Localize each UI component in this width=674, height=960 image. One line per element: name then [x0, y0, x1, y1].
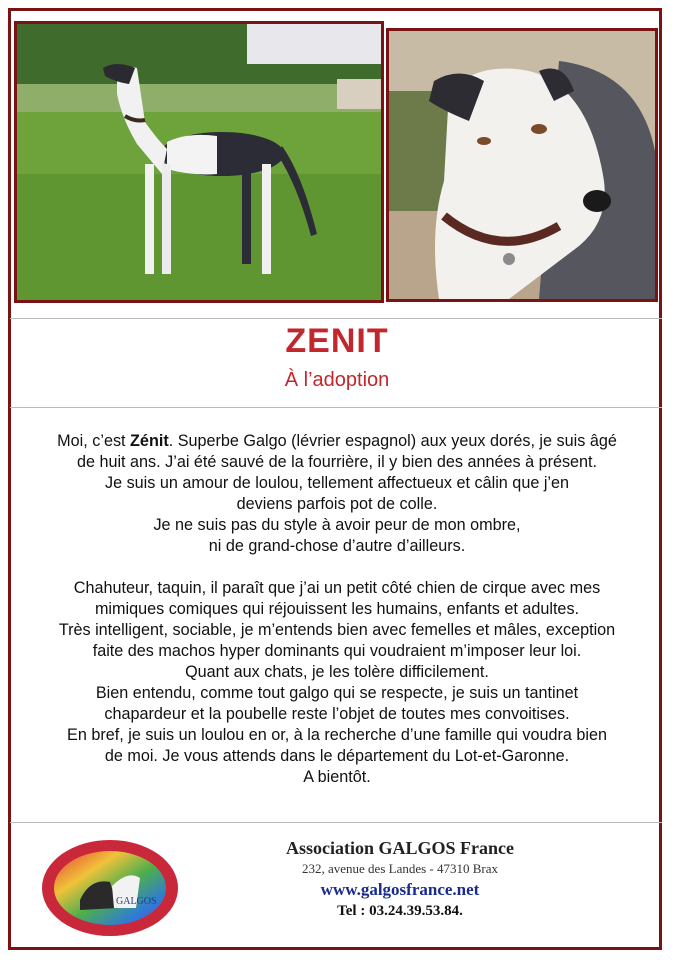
dog-portrait-photo — [386, 28, 658, 302]
dog-standing-photo — [14, 21, 384, 303]
story-line: En bref, je suis un loulou en or, à la recherche d’une famille qui voudra bien — [67, 726, 607, 744]
dog-name-bold: Zénit — [130, 432, 169, 450]
story-line: deviens parfois pot de colle. — [236, 495, 438, 513]
story-line: Je ne suis pas du style à avoir peur de mon ombre, — [153, 516, 521, 534]
adoption-subtitle: À l’adoption — [284, 369, 390, 391]
story-line: chapardeur et la poubelle reste l’objet de toutes mes convoitises. — [104, 705, 570, 723]
divider-bottom — [10, 822, 662, 823]
association-name: Association GALGOS France — [286, 838, 514, 858]
divider-top — [10, 318, 662, 319]
story-paragraph-2 — [20, 578, 654, 788]
story-line: ni de grand-chose d’autre d’ailleurs. — [208, 537, 466, 555]
story-line: Bien entendu, comme tout galgo qui se respecte, je suis un tantinet — [95, 684, 579, 702]
story-line: mimiques comiques qui réjouissent les humains, enfants et adultes. — [94, 600, 580, 618]
association-address: 232, avenue des Landes - 47310 Brax — [301, 861, 499, 876]
story-paragraph-1 — [20, 431, 654, 557]
story-line: A bientôt. — [303, 768, 371, 786]
association-website-link[interactable]: www.galgosfrance.net — [320, 880, 480, 899]
story-line: Très intelligent, sociable, je m’entends bien avec femelles et mâles, exception — [58, 621, 616, 639]
association-logo — [40, 838, 180, 938]
dog-name-title: ZENIT — [285, 322, 389, 360]
story-line: Je suis un amour de loulou, tellement affectueux et câlin que j’en — [104, 474, 570, 492]
story-line: Moi, c’est Zénit. Superbe Galgo (lévrier espagnol) aux yeux dorés, je suis âgé — [57, 432, 617, 450]
story-line: Chahuteur, taquin, il paraît que j’ai un petit côté chien de cirque avec mes — [73, 579, 601, 597]
association-phone: Tel : 03.24.39.53.84. — [337, 903, 463, 919]
story-line: de moi. Je vous attends dans le département du Lot-et-Garonne. — [104, 747, 570, 765]
story-line: Quant aux chats, je les tolère difficilement. — [185, 663, 489, 681]
divider-middle — [10, 407, 662, 408]
story-line: faite des machos hyper dominants qui voudraient m’imposer leur loi. — [92, 642, 582, 660]
story-line: de huit ans. J’ai été sauvé de la fourrière, il y bien des années à présent. — [76, 453, 598, 471]
logo-mark-text: GALGOS — [116, 896, 157, 907]
